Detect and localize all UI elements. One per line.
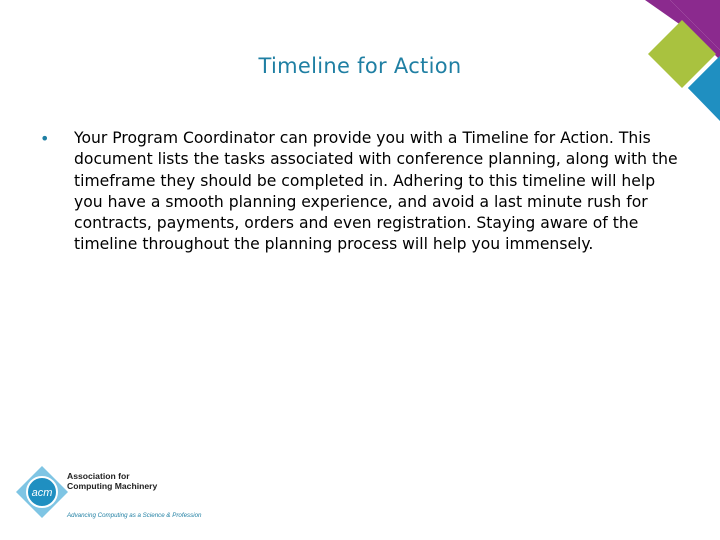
slide-title: Timeline for Action: [258, 54, 462, 78]
logo-tagline: Advancing Computing as a Science & Profession: [67, 512, 202, 519]
logo-mark-text: acm: [31, 487, 53, 499]
acm-logo: [14, 464, 214, 528]
logo-name-line2: Computing Machinery: [67, 481, 158, 491]
acm-logo-mark: [14, 464, 70, 520]
bullet-dot: •: [40, 129, 50, 148]
logo-name: [67, 471, 157, 491]
logo-name-line1: Association for: [67, 471, 130, 481]
bullet-text: Your Program Coordinator can provide you with a Timeline for Action. This document lists the tasks associated with conference planning, along with the timeframe they should be completed in. Adhering to this timeline will help you have a smooth planning experience, and avoid a last minute rush for contracts, payments, orders and even registration. Staying aware of the timeline throughout the planning process will help you immensely.: [74, 129, 678, 254]
bullet-item: [40, 128, 680, 256]
